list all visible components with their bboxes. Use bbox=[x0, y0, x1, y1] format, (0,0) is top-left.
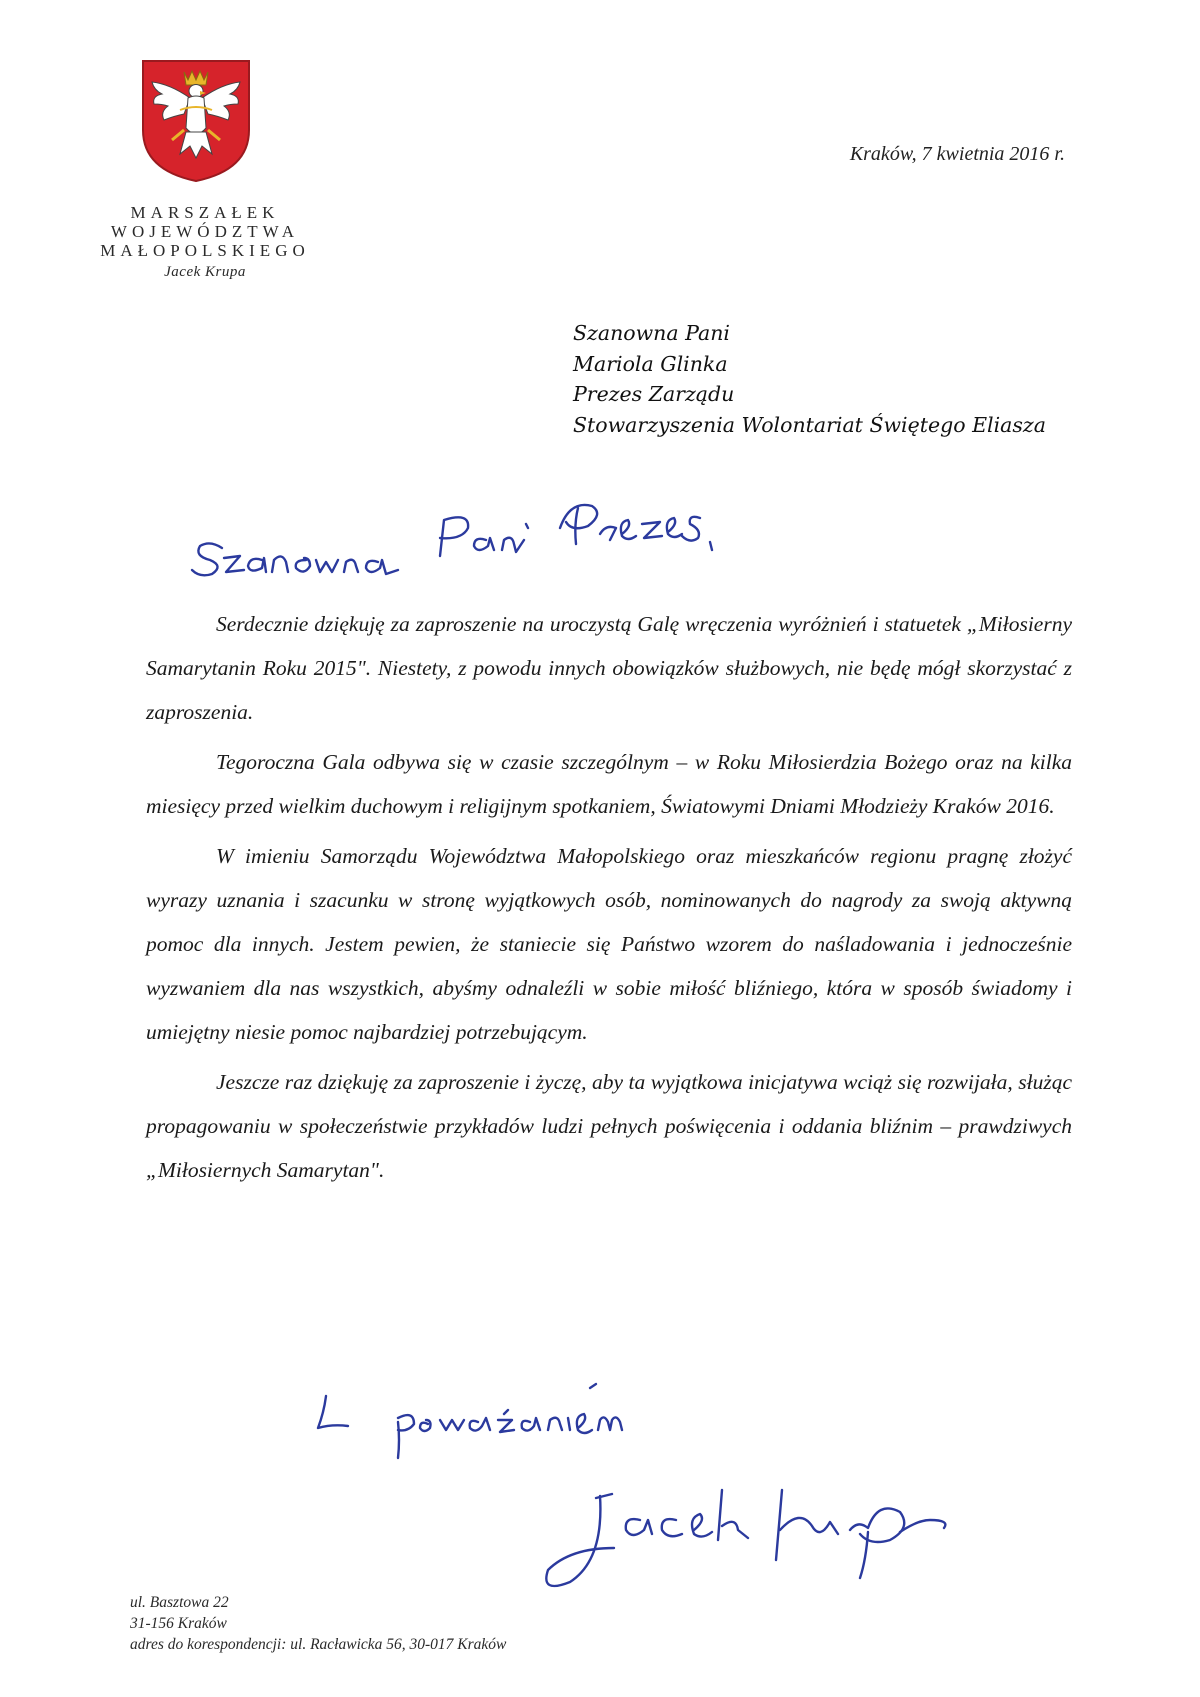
office-line-2: WOJEWÓDZTWA bbox=[110, 222, 300, 241]
letter-date: Kraków, 7 kwietnia 2016 r. bbox=[849, 143, 1065, 165]
body-paragraph: Tegoroczna Gala odbywa się w czasie szczególnym – w Roku Miłosierdzia Bożego oraz na kilka miesięcy przed wielkim duchowym i religijnym spotkaniem, Światowymi Dniami Młodzieży Kraków 2016. bbox=[146, 750, 1072, 818]
address-line: adres do korespondencji: ul. Racławicka 56, 30-017 Kraków bbox=[130, 1636, 507, 1653]
recipient-line: Mariola Glinka bbox=[573, 351, 728, 376]
recipient-line: Stowarzyszenia Wolontariat Świętego Eliasza bbox=[573, 412, 1046, 437]
recipient-line: Prezes Zarządu bbox=[573, 382, 735, 406]
recipient-line: Szanowna Pani bbox=[573, 321, 730, 345]
body-paragraph: W imieniu Samorządu Województwa Małopolskiego oraz mieszkańców regionu pragnę złożyć wyrazy uznania i szacunku w stronę wyjątkowych osób, nominowanych do nagrody za swoją aktywną pomoc dla innych. Jestem pewien, że staniecie się Państwo wzorem do naśladowania i jednocześnie wyzwaniem dla nas wszystkich, abyśmy odnaleźli w sobie miłość bliźniego, która w sposób świadomy i umiejętny niesie pomoc najbardziej potrzebującym. bbox=[146, 844, 1072, 1044]
office-line-3: MAŁOPOLSKIEGO bbox=[100, 241, 310, 260]
body-paragraph: Jeszcze raz dziękuję za zaproszenie i życzę, aby ta wyjątkowa inicjatywa wciąż się rozwijała, służąc propagowaniu w społeczeństwie przykładów ludzi pełnych poświęcenia i oddania bliźnim – prawdziwych „Miłosiernych Samarytan". bbox=[146, 1070, 1072, 1182]
address-line: ul. Basztowa 22 bbox=[130, 1594, 229, 1611]
footer-address bbox=[130, 1592, 730, 1655]
office-line-1: MARSZAŁEK bbox=[130, 203, 280, 222]
body-paragraph: Serdecznie dziękuję za zaproszenie na uroczystą Galę wręczenia wyróżnień i statuetek „Miłosierny Samarytanin Roku 2015". Niestety, z powodu innych obowiązków służbowych, nie będę mógł skorzystać z zaproszenia. bbox=[146, 612, 1072, 724]
office-holder-name: Jacek Krupa bbox=[164, 264, 246, 280]
address-line: 31-156 Kraków bbox=[130, 1615, 227, 1632]
